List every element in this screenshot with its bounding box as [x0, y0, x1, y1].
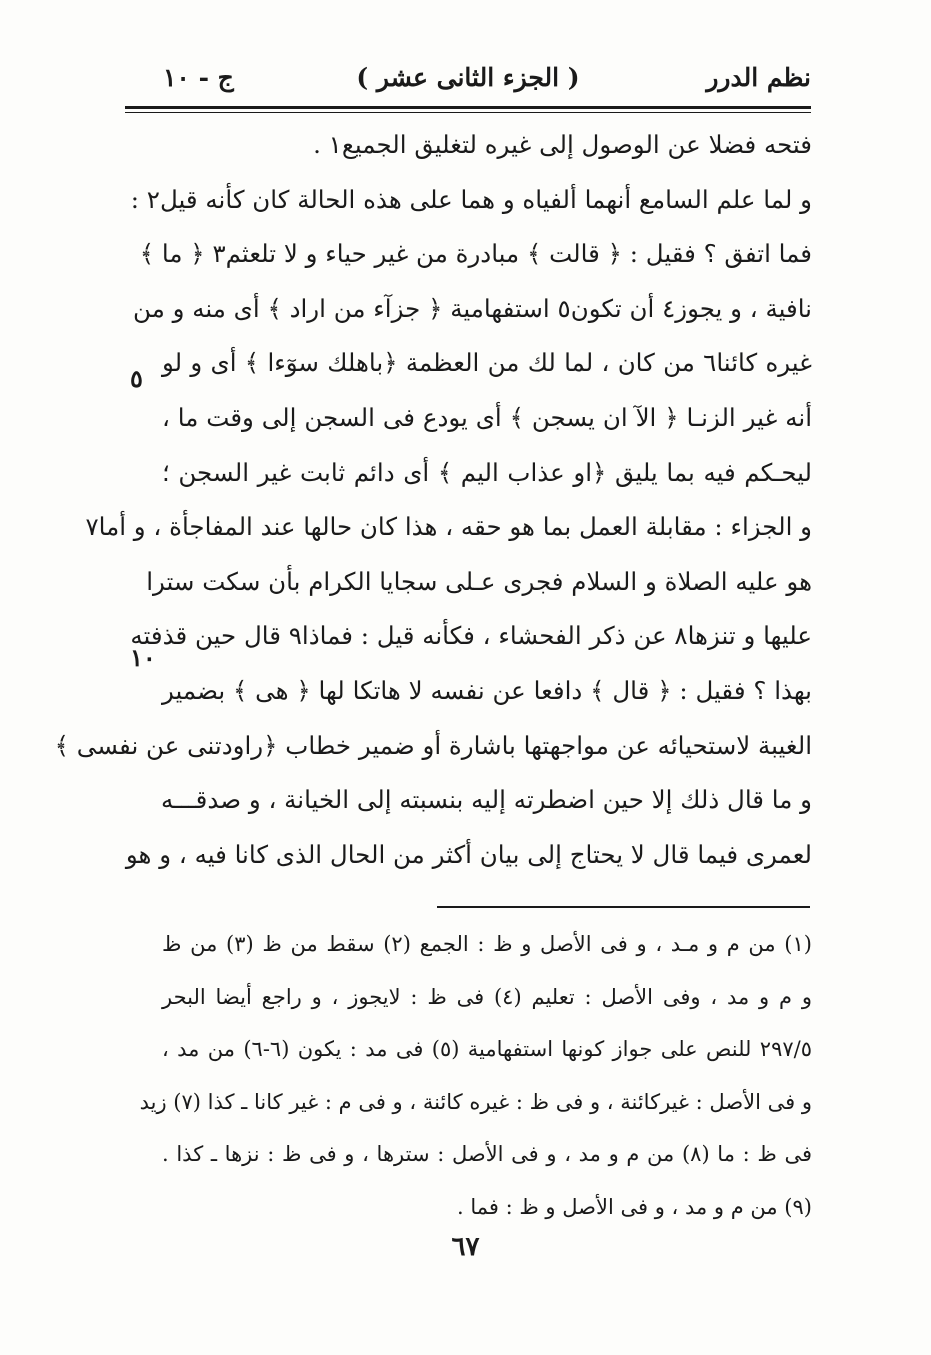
line-number-5: ٥ [130, 364, 143, 393]
text-line: ليحـكم فيه بما يليق ﴿او عذاب اليم ﴾ أى دائم ثابت غير السجن ؛ [162, 457, 812, 487]
text-line: فتحه فضلا عن الوصول إلى غيره لتغليق الجميع١ . [313, 130, 812, 159]
book-title: نظم الدرر [706, 63, 811, 92]
footnote-line: فى ظ : ما (٨) من م و مد ، و فى الأصل : سترها ، و فى ظ : نزها ـ كذا . [162, 1142, 812, 1166]
header-rule-thin [125, 112, 811, 113]
line-number-10: ١٠ [130, 643, 156, 672]
footnote-line: (٩) من م و مد ، و فى الأصل و ظ : فما . [456, 1194, 812, 1219]
footnote-line: (١) من م و مـد ، و فى الأصل و ظ : الجمع (٢) سقط من ظ (٣) من ظ [162, 932, 812, 956]
page-number: ٦٧ [451, 1232, 480, 1262]
footnotes [139, 918, 813, 1233]
text-line: هو عليه الصلاة و السلام فجرى عـلى سجايا الكرام بأن سكت سترا [146, 566, 812, 596]
running-header [125, 58, 811, 98]
text-line: الغيبة لاستحيائه عن مواجهتها باشارة أو ضمير خطاب ﴿راودتنى عن نفسى ﴾ [54, 730, 812, 760]
text-line: و الجزاء : مقابلة العمل بما هو حقه ، هذا كان حالها عند المفاجأة ، و أما٧ [85, 512, 812, 542]
volume-reference: ج - ١٠ [163, 63, 234, 92]
text-line: نافية ، و يجوز٤ أن تكون٥ استفهامية ﴿ جزآء من اراد ﴾ أى منه و من [133, 293, 812, 323]
text-line: عليها و تنزها٨ عن ذكر الفحشاء ، فكأنه قيل : فماذا٩ قال حين قذفته [130, 621, 812, 651]
text-line: فما اتفق ؟ فقيل : ﴿ قالت ﴾ مبادرة من غير حياء و لا تلعثم٣ ﴿ ما ﴾ [139, 239, 812, 269]
footnote-line: ٢٩٧/٥ للنص على جواز كونها استفهامية (٥) فى مد : يكون (٦-٦) من مد ، [162, 1037, 812, 1061]
footnote-line: و فى الأصل : غيركائنة ، و فى ظ : غيره كائنة ، و فى م : غير كانا ـ كذا (٧) زيد [139, 1089, 812, 1114]
text-line: و لما علم السامع أنهما ألفياه و هما على هذه الحالة كان كأنه قيل٢ : [130, 184, 812, 214]
text-line: غيره كائنا٦ من كان ، لما لك من العظمة ﴿باهلك سوٓءا ﴾ أى و لو [162, 348, 812, 378]
text-line: و ما قال ذلك إلا حين اضطرته إليه بنسبته إلى الخيانة ، و صدقـــه [161, 785, 812, 815]
header-rule-thick [125, 106, 811, 109]
text-line: بهذا ؟ فقيل : ﴿ قال ﴾ دافعا عن نفسه لا هاتكا لها ﴿ هى ﴾ بضمير [162, 675, 812, 705]
footnote-line: و م و مد ، وفى الأصل : تعليم (٤) فى ظ : لايجوز ، و راجع أيضا البحر [162, 984, 813, 1009]
part-label: ( الجزء الثانى عشر ) [356, 63, 580, 92]
text-line: أنه غير الزنـا ﴿ الآ ان يسجن ﴾ أى يودع فى السجن إلى وقت ما ، [162, 402, 812, 432]
text-line: لعمرى فيما قال لا يحتاج إلى بيان أكثر من الحال الذى كانا فيه ، و هو [125, 839, 812, 869]
footnote-separator [437, 906, 810, 908]
